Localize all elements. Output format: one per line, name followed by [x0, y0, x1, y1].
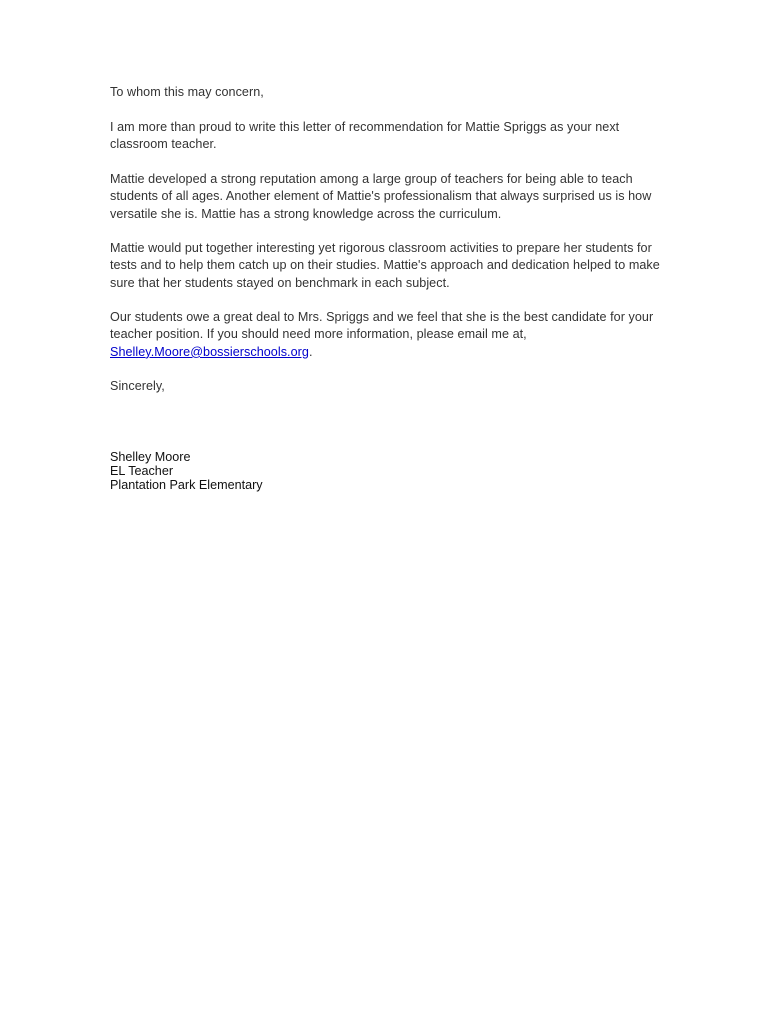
- letter-greeting: [110, 84, 264, 101]
- email-link[interactable]: Shelley.Moore@bossierschools.org: [110, 344, 309, 359]
- paragraph-reputation: [110, 171, 651, 223]
- signature-school: Plantation Park Elementary: [110, 478, 263, 492]
- paragraph-line: Mattie developed a strong reputation among a large group of teachers for being able to teach: [110, 172, 633, 186]
- paragraph-line: classroom teacher.: [110, 137, 217, 152]
- paragraph-line: Mattie would put together interesting yet rigorous classroom activities to prepare her students for: [110, 241, 652, 255]
- signature-block: [110, 450, 263, 492]
- paragraph-line: sure that her students stayed on benchmark in each subject.: [110, 275, 450, 290]
- closing-text: Sincerely,: [110, 379, 165, 393]
- letter-closing: [110, 378, 165, 395]
- email-trailing-period: .: [308, 344, 313, 359]
- paragraph-line: Our students owe a great deal to Mrs. Spriggs and we feel that she is the best candidate for your: [110, 310, 654, 324]
- signature-title: EL Teacher: [110, 464, 174, 478]
- paragraph-line: versatile she is. Mattie has a strong knowledge across the curriculum.: [110, 206, 502, 221]
- signature-name: Shelley Moore: [110, 450, 191, 464]
- paragraph-activities: [110, 240, 660, 292]
- paragraph-line: students of all ages. Another element of Mattie's professionalism that always surprised us is how: [110, 189, 652, 204]
- paragraph-line: teacher position. If you should need more information, please email me at,: [110, 327, 527, 342]
- paragraph-line: I am more than proud to write this letter of recommendation for Mattie Spriggs as your next: [110, 120, 620, 134]
- paragraph-recommendation: [110, 119, 619, 154]
- paragraph-contact: [110, 309, 653, 361]
- greeting-text: To whom this may concern,: [110, 85, 264, 99]
- paragraph-line: tests and to help them catch up on their studies. Mattie's approach and dedication helped to make: [110, 258, 660, 273]
- email-line: [110, 344, 653, 361]
